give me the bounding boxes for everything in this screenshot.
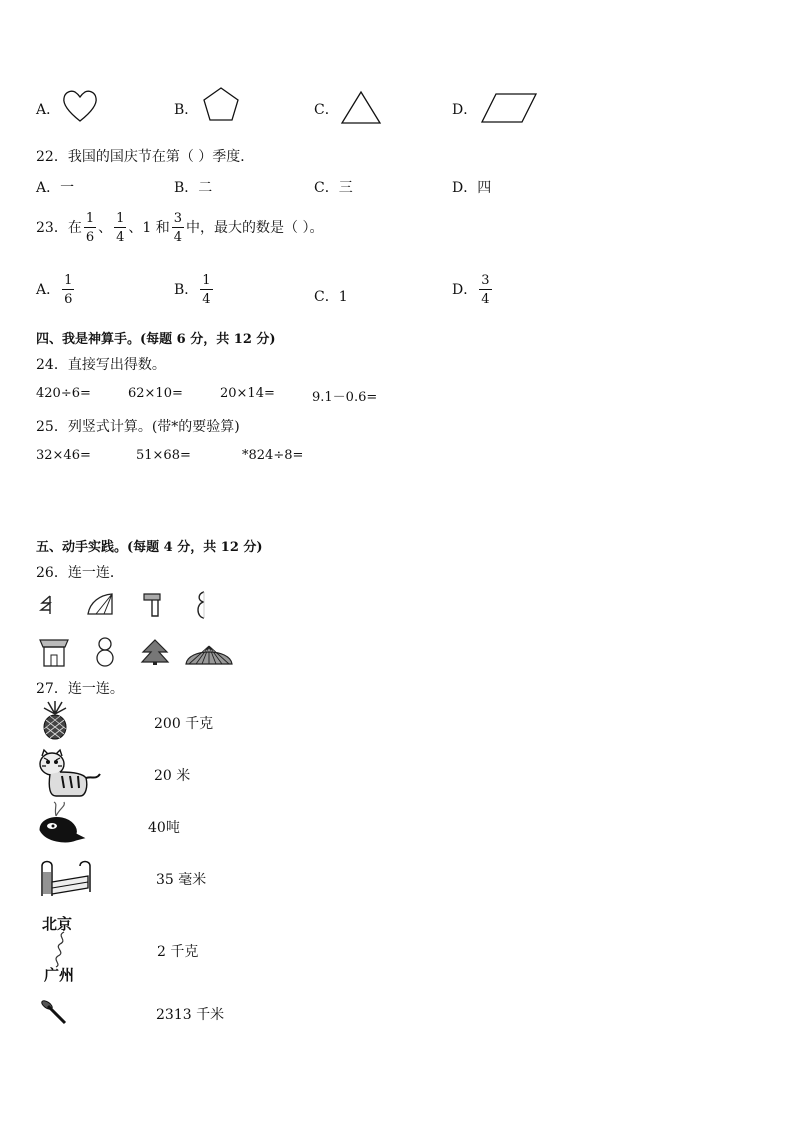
snowman-icon <box>94 636 116 668</box>
numerator: 3 <box>173 211 183 226</box>
q23-fraction-3 <box>172 212 184 244</box>
q24-item-2: 62×10= <box>128 386 183 401</box>
q27-value-2: 20 米 <box>154 768 191 784</box>
q23-option-a <box>36 274 76 306</box>
triangle-icon <box>340 90 382 124</box>
q23-suffix: 中，最大的数是（ ）。 <box>186 220 324 236</box>
q25-item-2: 51×68= <box>136 448 191 463</box>
q24-item-4: 9.1－0.6= <box>312 390 378 405</box>
option-fraction <box>62 274 74 306</box>
q27-value-3: 40吨 <box>148 820 180 836</box>
q25-item-3: *824÷8= <box>242 448 304 463</box>
option-fraction <box>200 274 212 306</box>
denominator: 4 <box>116 230 125 245</box>
q23-option-b <box>174 274 215 306</box>
denominator: 6 <box>85 230 95 245</box>
q23-option-d <box>452 274 494 306</box>
q23-fraction-1 <box>84 212 96 244</box>
map-route-icon <box>46 930 76 968</box>
heart-icon <box>62 88 98 124</box>
denominator: 4 <box>173 230 183 245</box>
option-label: B． <box>174 282 199 298</box>
q24-item-1: 420÷6= <box>36 386 91 401</box>
option-label: A． <box>36 282 61 298</box>
option-label: D． <box>452 282 478 298</box>
pineapple-icon <box>38 700 72 740</box>
half-snowman-icon <box>194 590 212 620</box>
q24-item-3: 20×14= <box>220 386 275 401</box>
q22-option-c: C．三 <box>314 180 353 196</box>
map-label-bottom: 广州 <box>44 966 75 984</box>
q27-value-5: 2 千克 <box>157 944 199 960</box>
q22-question: 22．我国的国庆节在第（ ）季度． <box>36 149 255 165</box>
q23-prefix: 23．在 <box>36 220 82 236</box>
q27-question: 27．连一连。 <box>36 681 124 697</box>
q21-option-d-label: D． <box>452 102 478 118</box>
denominator: 6 <box>64 292 73 307</box>
q25-item-1: 32×46= <box>36 448 91 463</box>
q22-option-d: D．四 <box>452 180 492 196</box>
q23-question <box>36 212 323 244</box>
q23-option-c: C．1 <box>314 289 348 305</box>
tiger-icon <box>36 748 102 800</box>
q27-value-1: 200 千克 <box>154 716 214 732</box>
section-4-title: 四、我是神算手。(每题 6 分，共 12 分) <box>36 332 276 347</box>
denominator: 4 <box>202 292 211 307</box>
q23-fraction-2 <box>114 212 126 244</box>
house-icon <box>38 638 70 668</box>
q24-question: 24．直接写出得数。 <box>36 357 166 373</box>
q22-option-a: A．一 <box>36 180 75 196</box>
numerator: 1 <box>116 211 125 226</box>
nail-icon <box>40 998 68 1026</box>
bed-icon <box>38 852 92 898</box>
q21-option-a-label: A． <box>36 102 61 118</box>
numerator: 1 <box>64 273 73 288</box>
q26-question: 26．连一连． <box>36 565 124 581</box>
q23-separator: 、 <box>98 220 113 236</box>
denominator: 4 <box>481 292 490 307</box>
q27-value-4: 35 毫米 <box>156 872 207 888</box>
q23-middle-text: 、1 和 <box>128 220 170 236</box>
q22-option-b: B．二 <box>174 180 213 196</box>
umbrella-icon <box>184 640 234 666</box>
map-label-top: 北京 <box>42 915 73 933</box>
half-umbrella-icon <box>86 592 114 616</box>
numerator: 1 <box>202 273 211 288</box>
q21-option-c-label: C． <box>314 102 339 118</box>
tree-icon <box>140 638 170 666</box>
q25-question: 25．列竖式计算。(带*的要验算) <box>36 419 240 435</box>
half-tree-icon <box>38 594 60 616</box>
q27-value-6: 2313 千米 <box>156 1007 225 1023</box>
pentagon-icon <box>202 86 240 122</box>
section-5-title: 五、动手实践。(每题 4 分，共 12 分) <box>36 540 263 555</box>
numerator: 3 <box>481 273 490 288</box>
parallelogram-icon <box>480 92 538 124</box>
half-house-icon <box>142 590 164 618</box>
whale-icon <box>36 800 88 844</box>
numerator: 1 <box>85 211 95 226</box>
option-fraction <box>479 274 491 306</box>
q21-option-b-label: B． <box>174 102 199 118</box>
